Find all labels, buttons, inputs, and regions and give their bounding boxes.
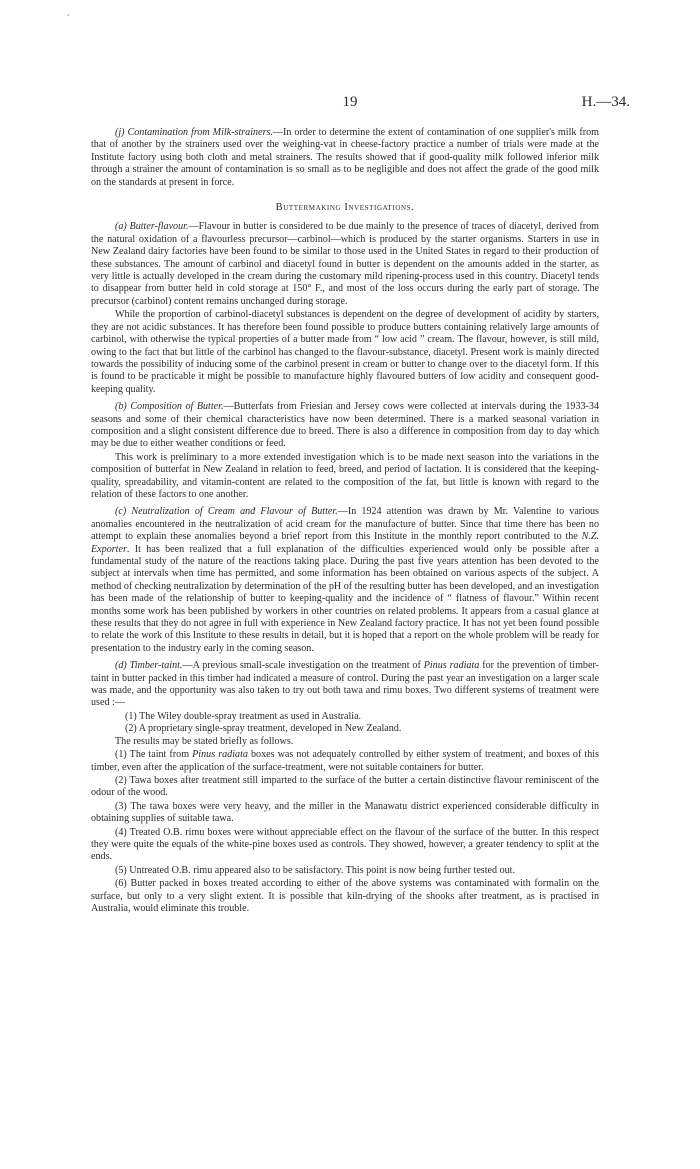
result-item — [91, 749, 599, 774]
paragraph-text: (1) The taint from — [115, 749, 193, 761]
paragraph-milk-strainers — [91, 127, 599, 189]
paragraph-neutralization — [91, 506, 599, 655]
paragraph-composition — [91, 401, 599, 451]
result-item: (4) Treated O.B. rimu boxes were without appreciable effect on the flavour of the surface of the butter. In this respect they were quite the equals of the white-pine boxes used as controls. They showed, however, a greater tendency to split at the ends. — [91, 826, 599, 863]
results-intro: The results may be stated briefly as follows. — [115, 735, 294, 747]
result-item: (2) Tawa boxes after treatment still imparted to the surface of the butter a certain distinctive flavour reminiscent of the odour of the wood. — [91, 774, 599, 799]
section-heading-buttermaking: Buttermaking Investigations. — [275, 202, 415, 214]
section-label: (c) Neutralization of Cream and Flavour of Butter. — [115, 506, 338, 518]
section-label: (a) Butter-flavour. — [115, 221, 189, 233]
treatment-item: (2) A proprietary single-spray treatment, developed in New Zealand. — [125, 723, 402, 735]
paragraph-butter-flavour — [91, 221, 599, 308]
species-name: Pinus radiata — [192, 749, 248, 761]
result-item: (5) Untreated O.B. rimu appeared also to be satisfactory. This point is now being further tested out. — [115, 864, 516, 876]
species-name: Pinus radiata — [423, 660, 480, 672]
paragraph-timber-taint — [91, 660, 599, 710]
paragraph-composition-2: This work is preliminary to a more extended investigation which is to be made next season into the variations in the composition of butterfat in New Zealand in relation to feed, breed, and period of lactation. It is considered that the keeping-quality, spreadability, and vitamin-content are related to the composition of the fat, but little is known with regard to the relation of these factors to one another. — [91, 451, 599, 500]
paragraph-text: boxes was not adequately controlled by either system of treatment, and boxes of this timber, even after the application of the surface-treatment, were not suitable containers for butter. — [91, 749, 599, 773]
publication-title: N.Z. Exporter — [91, 531, 599, 555]
margin-mark: ˇ — [67, 13, 70, 22]
treatment-item: (1) The Wiley double-spray treatment as used in Australia. — [125, 710, 362, 722]
paragraph-text: for the prevention of timber-taint in butter packed in this timber had indicated a measure of control. During the past year an investigation on a larger scale was made, and the opportunity was also taken to try out both tawa and rimu boxes. Two different systems of treatment were used :— — [91, 660, 599, 709]
section-label: (d) Timber-taint. — [115, 660, 183, 672]
paragraph-text: . It has been realized that a full explanation of the difficulties experienced would only be possible after a fundamental study of the nature of the reactions taking place. During the past five years attention has been devoted to the subject at intervals when time has permitted, and some information has been obtained on various aspects of the subject. A method of checking neutralization by determination of the pH of the resulting butter has been developed, and an investigation has been made of the relationship of butter to keeping-quality and the incidence of “ flatness of flavour.” Within recent months some work has been published by workers in other countries on related problems. It appears from a casual glance at these results that they do not agree in full with experience in New Zealand factory practice. It has not yet been found possible to relate the work of this Institute to these results in detail, but it is hoped that a report on the whole problem will be ready for presentation to the industry early in the coming season. — [91, 543, 599, 654]
paragraph-butter-flavour-2: While the proportion of carbinol-diacetyl substances is dependent on the degree of development of acidity by starters, they are not acidic substances. It has therefore been found possible to produce butters containing relatively large amounts of carbinol, with otherwise the typical properties of a butter made from “ low acid ” cream. The flavour, however, is still mild, owing to the fact that but little of the carbinol has changed to the flavour-substance, diacetyl. Present work is mainly directed towards the possibility of inducing some of the carbinol present in cream or butter to change over to the diacetyl form. If this is found to be practicable it might be possible to manufacture highly flavoured butters of low acidity and consequent good-keeping quality. — [91, 309, 599, 395]
paragraph-text: —Flavour in butter is considered to be due mainly to the presence of traces of diacetyl, derived from the natural oxidation of a flavourless precursor—carbinol—which is produced by the starter organisms. Starters in use in New Zealand dairy factories have been found to be similar to those used in the United States in regard to their production of these substances. The amount of carbinol and diacetyl found in butter is dependent on the amounts added in the starter, as very little is actually developed in the cream during the customary mild ripening-process used in this country. Diacetyl tends to disappear from butter held in cold storage at 150° F., and most of the loss occurs during the early part of storage. The precursor (carbinol) content remains unchanged during storage. — [91, 221, 599, 307]
paragraph-text: —In order to determine the extent of contamination of one supplier's milk from that of another by the strainers used over the weighing-vat in cheese-factory practice a number of trials were made at the Institute factory using both cloth and metal strainers. The results showed that if good-quality milk followed inferior milk through a strainer the amount of contamination is so small as to be negligible and does not affect the grade of the good milk on the standards at present in force. — [91, 127, 599, 188]
result-item: (3) The tawa boxes were very heavy, and the miller in the Manawatu district experienced considerable difficulty in obtaining supplies of suitable tawa. — [91, 800, 599, 825]
paragraph-text: —A previous small-scale investigation on the treatment of — [182, 660, 424, 672]
document-reference: H.—34. — [581, 94, 630, 110]
result-item: (6) Butter packed in boxes treated according to either of the above systems was contaminated with formalin on the surface, but only to a very slight extent. It is possible that kiln-drying of the shooks after treatment, as is practised in Australia, would eliminate this trouble. — [91, 878, 599, 914]
paragraph-text: —In 1924 attention was drawn by Mr. Valentine to various anomalies encountered in the neutralization of acid cream for the manufacture of butter. Since that time there has been no attempt to explain these anomalies beyond a brief report from this Institute in the monthly report contributed to the — [91, 506, 599, 543]
document-body — [91, 127, 599, 916]
paragraph-text: —Butterfats from Friesian and Jersey cows were collected at intervals during the 1933-34 seasons and some of their chemical characteristics have now been determined. There is a marked seasonal variation in composition and a slight consistent difference due to breed. There is also a difference in composition from day to day which may be due to either weather conditions or feed. — [91, 401, 599, 450]
page-number: 19 — [342, 94, 358, 110]
section-label: (j) Contamination from Milk-strainers. — [115, 127, 273, 138]
section-label: (b) Composition of Butter. — [115, 401, 224, 413]
